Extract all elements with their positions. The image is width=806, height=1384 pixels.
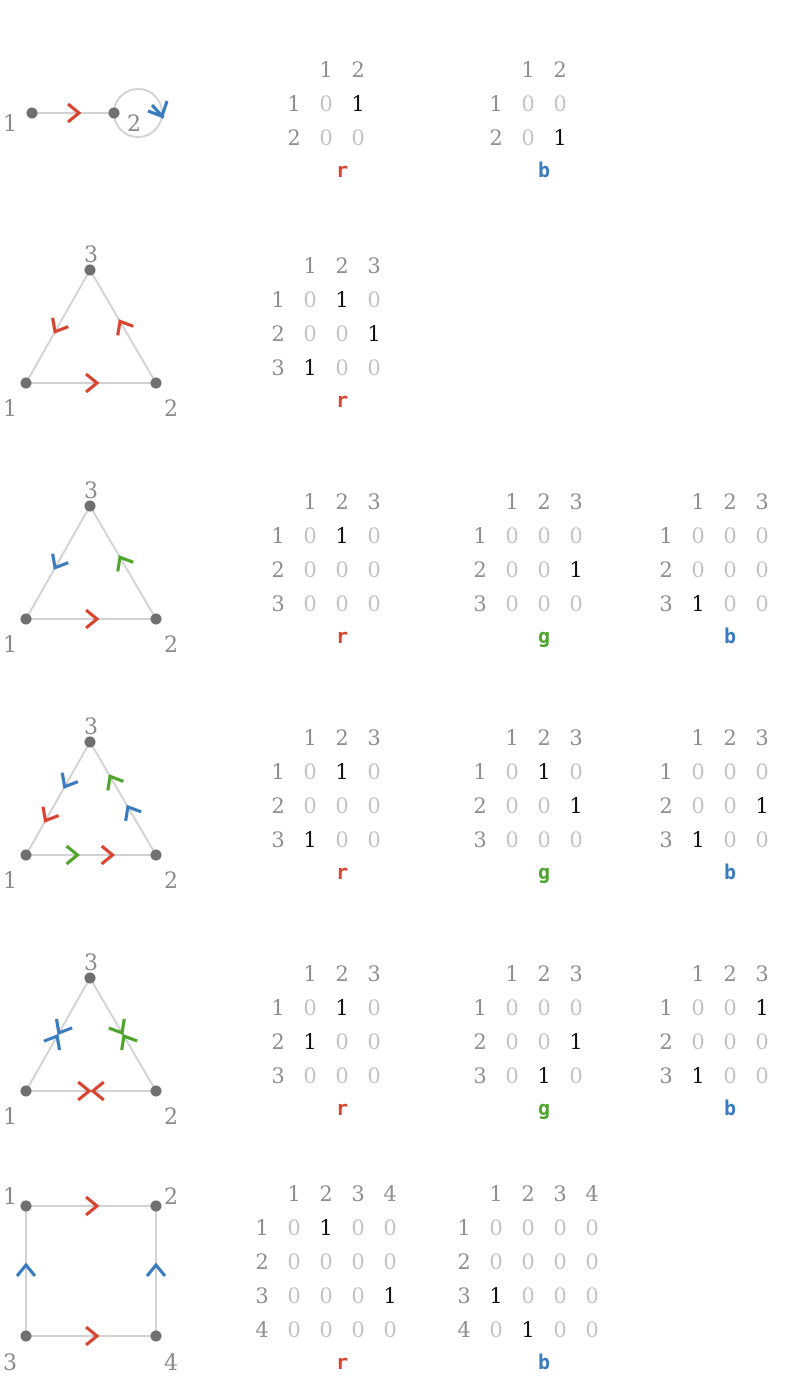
matrix-col-header: 3: [569, 726, 583, 750]
matrix-col-header: 3: [755, 490, 769, 514]
matrix-cell: 0: [367, 794, 381, 818]
edge: [26, 506, 90, 619]
matrix-name-label: g: [537, 624, 551, 648]
matrix-row-header: 1: [659, 760, 673, 784]
matrix-cell: 0: [521, 126, 535, 150]
matrix-name-label: r: [335, 1096, 349, 1120]
matrix-row-header: 1: [271, 524, 285, 548]
matrix-row-header: 2: [659, 1030, 673, 1054]
matrix-cell: 0: [303, 794, 317, 818]
matrix-cell: 0: [367, 1030, 381, 1054]
matrix-row-header: 2: [287, 126, 301, 150]
matrix-cell: 0: [303, 322, 317, 346]
matrix-row-header: 3: [659, 592, 673, 616]
matrix-row-header: 1: [473, 996, 487, 1020]
node-dot: [21, 614, 32, 625]
matrix-name-label: b: [723, 624, 737, 648]
matrix-cell: 1: [569, 1030, 583, 1054]
node-label: 1: [3, 1185, 17, 1210]
matrix-row-header: 1: [287, 92, 301, 116]
matrix-cell: 1: [367, 322, 381, 346]
matrix-r: [271, 490, 380, 648]
matrix-cell: 0: [691, 524, 705, 548]
matrix-cell: 0: [367, 592, 381, 616]
matrix-cell: 0: [351, 1284, 365, 1308]
matrix-cell: 1: [303, 356, 317, 380]
matrix-cell: 0: [521, 1250, 535, 1274]
matrix-name-label: b: [723, 860, 737, 884]
matrix-row-header: 2: [271, 322, 285, 346]
matrix-row-header: 1: [271, 996, 285, 1020]
node-dot: [151, 378, 162, 389]
matrix-col-header: 4: [585, 1182, 599, 1206]
matrix-cell: 0: [287, 1216, 301, 1240]
matrix-cell: 0: [351, 1250, 365, 1274]
matrix-row-header: 2: [489, 126, 503, 150]
matrix-r: [271, 254, 380, 412]
matrix-cell: 0: [319, 126, 333, 150]
matrix-cell: 1: [335, 524, 349, 548]
edge-arrow: [56, 1019, 72, 1033]
matrix-cell: 0: [383, 1318, 397, 1342]
node-label: 3: [84, 951, 98, 976]
node-label: 2: [127, 112, 141, 137]
node-label: 2: [164, 633, 178, 658]
matrix-cell: 0: [489, 1216, 503, 1240]
matrix-cell: 0: [367, 828, 381, 852]
edge: [90, 506, 156, 619]
matrix-cell: 0: [585, 1250, 599, 1274]
matrix-row-header: 2: [271, 558, 285, 582]
matrix-col-header: 1: [691, 490, 705, 514]
edge-arrow: [108, 776, 124, 790]
matrix-cell: 0: [723, 524, 737, 548]
matrix-cell: 0: [489, 1250, 503, 1274]
matrix-cell: 1: [537, 1064, 551, 1088]
matrix-cell: 0: [755, 558, 769, 582]
matrix-cell: 0: [537, 524, 551, 548]
matrix-row-header: 3: [473, 592, 487, 616]
node-dot: [21, 1331, 32, 1342]
matrix-b: [659, 962, 768, 1120]
matrix-col-header: 2: [335, 490, 349, 514]
matrix-col-header: 2: [335, 254, 349, 278]
graph-6: [3, 1185, 178, 1376]
matrix-cell: 1: [489, 1284, 503, 1308]
matrix-cell: 1: [755, 996, 769, 1020]
matrix-row-header: 3: [271, 592, 285, 616]
matrix-cell: 0: [755, 1064, 769, 1088]
matrix-cell: 0: [335, 592, 349, 616]
matrix-cell: 0: [335, 558, 349, 582]
matrix-cell: 0: [489, 1318, 503, 1342]
matrix-cell: 0: [367, 558, 381, 582]
matrix-row-header: 3: [659, 1064, 673, 1088]
matrix-row-header: 4: [457, 1318, 471, 1342]
matrix-cell: 0: [553, 1318, 567, 1342]
matrix-name-label: r: [335, 158, 349, 182]
matrix-name-label: g: [537, 860, 551, 884]
matrix-row-header: 1: [659, 524, 673, 548]
node-label: 1: [3, 112, 17, 137]
matrix-cell: 0: [569, 760, 583, 784]
matrix-cell: 0: [553, 1284, 567, 1308]
matrix-cell: 0: [723, 828, 737, 852]
matrix-col-header: 2: [335, 726, 349, 750]
matrix-col-header: 1: [691, 962, 705, 986]
matrix-col-header: 2: [319, 1182, 333, 1206]
matrix-col-header: 3: [367, 254, 381, 278]
edge-arrow: [53, 318, 69, 332]
matrix-col-header: 2: [723, 726, 737, 750]
matrix-cell: 0: [303, 1064, 317, 1088]
node-dot: [21, 1201, 32, 1212]
matrix-cell: 0: [553, 1250, 567, 1274]
matrix-col-header: 2: [521, 1182, 535, 1206]
matrix-row-header: 1: [271, 760, 285, 784]
edge-arrow: [109, 1019, 125, 1033]
matrix-col-header: 1: [521, 58, 535, 82]
matrix-cell: 0: [537, 558, 551, 582]
matrix-cell: 0: [367, 996, 381, 1020]
matrix-col-header: 3: [367, 962, 381, 986]
matrix-row-header: 1: [255, 1216, 269, 1240]
matrix-row-header: 1: [473, 524, 487, 548]
edge-arrow: [53, 554, 69, 568]
matrix-col-header: 3: [553, 1182, 567, 1206]
matrix-name-label: r: [335, 388, 349, 412]
matrix-cell: 0: [303, 524, 317, 548]
node-label: 1: [3, 397, 17, 422]
matrix-col-header: 1: [505, 962, 519, 986]
matrix-cell: 0: [585, 1216, 599, 1240]
matrix-cell: 0: [521, 1284, 535, 1308]
matrix-col-header: 2: [537, 490, 551, 514]
matrix-row-header: 3: [271, 1064, 285, 1088]
node-label: 1: [3, 633, 17, 658]
matrix-cell: 0: [367, 288, 381, 312]
matrix-cell: 0: [335, 1064, 349, 1088]
matrix-col-header: 1: [303, 254, 317, 278]
matrix-cell: 1: [755, 794, 769, 818]
node-dot: [151, 850, 162, 861]
matrix-col-header: 2: [351, 58, 365, 82]
matrix-cell: 0: [505, 996, 519, 1020]
matrix-col-header: 3: [367, 490, 381, 514]
matrix-cell: 0: [351, 1216, 365, 1240]
matrix-col-header: 1: [287, 1182, 301, 1206]
matrix-name-label: r: [335, 860, 349, 884]
matrix-cell: 0: [303, 996, 317, 1020]
matrix-row-header: 2: [473, 794, 487, 818]
edge-arrow: [43, 807, 59, 821]
matrix-cell: 0: [505, 558, 519, 582]
matrix-cell: 0: [367, 760, 381, 784]
matrix-cell: 0: [723, 1064, 737, 1088]
node-dot: [27, 108, 38, 119]
matrix-row-header: 1: [271, 288, 285, 312]
matrix-cell: 0: [723, 1030, 737, 1054]
matrix-cell: 0: [691, 760, 705, 784]
matrix-row-header: 1: [489, 92, 503, 116]
matrix-cell: 1: [319, 1216, 333, 1240]
edge-arrow: [118, 321, 134, 335]
matrix-row-header: 3: [659, 828, 673, 852]
matrix-cell: 0: [383, 1250, 397, 1274]
matrix-cell: 0: [319, 1250, 333, 1274]
matrix-cell: 0: [569, 524, 583, 548]
matrix-b: [489, 58, 566, 182]
matrix-name-label: b: [537, 1350, 551, 1374]
matrix-row-header: 3: [473, 828, 487, 852]
matrix-cell: 0: [569, 996, 583, 1020]
matrix-cell: 0: [335, 322, 349, 346]
matrix-cell: 0: [351, 1318, 365, 1342]
node-dot: [151, 1086, 162, 1097]
matrix-row-header: 3: [271, 356, 285, 380]
matrix-col-header: 1: [489, 1182, 503, 1206]
matrix-row-header: 2: [659, 558, 673, 582]
matrix-cell: 0: [537, 794, 551, 818]
matrix-col-header: 1: [505, 490, 519, 514]
matrix-cell: 1: [383, 1284, 397, 1308]
matrix-cell: 0: [367, 356, 381, 380]
matrix-cell: 0: [755, 760, 769, 784]
matrix-cell: 0: [569, 592, 583, 616]
matrix-name-label: b: [537, 158, 551, 182]
graph-2: [3, 243, 178, 422]
matrix-col-header: 3: [569, 490, 583, 514]
matrix-cell: 0: [335, 794, 349, 818]
node-label: 3: [84, 243, 98, 268]
graph-1: [3, 89, 167, 137]
matrix-cell: 0: [537, 828, 551, 852]
matrix-row-header: 3: [271, 828, 285, 852]
matrix-cell: 0: [755, 1030, 769, 1054]
matrix-cell: 0: [553, 1216, 567, 1240]
matrix-col-header: 1: [319, 58, 333, 82]
node-dot: [21, 850, 32, 861]
matrix-cell: 0: [723, 558, 737, 582]
matrix-col-header: 2: [553, 58, 567, 82]
matrix-cell: 0: [691, 1030, 705, 1054]
matrix-r: [287, 58, 364, 182]
matrix-row-header: 3: [473, 1064, 487, 1088]
matrix-cell: 1: [537, 760, 551, 784]
matrix-cell: 0: [303, 760, 317, 784]
matrix-cell: 0: [755, 828, 769, 852]
graph-4: [3, 715, 178, 894]
matrix-cell: 0: [505, 592, 519, 616]
matrix-col-header: 1: [303, 962, 317, 986]
edge: [26, 270, 90, 383]
matrix-cell: 0: [537, 996, 551, 1020]
matrix-cell: 0: [335, 356, 349, 380]
edge-arrow: [126, 807, 142, 821]
matrix-col-header: 4: [383, 1182, 397, 1206]
matrix-row-header: 1: [473, 760, 487, 784]
matrix-cell: 1: [569, 558, 583, 582]
node-label: 2: [164, 1185, 178, 1210]
node-dot: [151, 1331, 162, 1342]
matrix-cell: 0: [319, 1318, 333, 1342]
matrix-cell: 0: [505, 1064, 519, 1088]
matrix-cell: 0: [287, 1284, 301, 1308]
matrix-b: [659, 726, 768, 884]
matrix-cell: 0: [319, 1284, 333, 1308]
matrix-col-header: 3: [569, 962, 583, 986]
node-label: 3: [3, 1351, 17, 1376]
matrix-col-header: 2: [537, 962, 551, 986]
edge-arrow: [118, 557, 134, 571]
matrix-name-label: b: [723, 1096, 737, 1120]
matrix-cell: 0: [691, 794, 705, 818]
matrix-cell: 0: [505, 794, 519, 818]
matrix-cell: 1: [335, 760, 349, 784]
matrix-cell: 0: [505, 760, 519, 784]
graph-3: [3, 479, 178, 658]
node-label: 2: [164, 1105, 178, 1130]
matrix-col-header: 2: [537, 726, 551, 750]
matrix-r: [271, 726, 380, 884]
matrix-cell: 0: [383, 1216, 397, 1240]
matrix-col-header: 2: [723, 962, 737, 986]
matrix-cell: 0: [335, 1030, 349, 1054]
matrix-cell: 0: [537, 1030, 551, 1054]
matrix-name-label: r: [335, 1350, 349, 1374]
matrix-cell: 1: [303, 828, 317, 852]
matrix-cell: 0: [755, 524, 769, 548]
matrix-cell: 0: [303, 558, 317, 582]
matrix-cell: 0: [569, 828, 583, 852]
graph-5: [3, 951, 178, 1130]
matrix-cell: 0: [585, 1284, 599, 1308]
matrix-cell: 0: [537, 592, 551, 616]
matrix-cell: 0: [521, 92, 535, 116]
node-label: 3: [84, 479, 98, 504]
node-label: 1: [3, 1105, 17, 1130]
matrix-cell: 1: [691, 1064, 705, 1088]
node-dot: [21, 378, 32, 389]
matrix-cell: 0: [367, 524, 381, 548]
edge-arrow: [62, 773, 78, 787]
matrix-cell: 1: [691, 592, 705, 616]
node-dot: [151, 614, 162, 625]
matrix-row-header: 2: [271, 1030, 285, 1054]
matrix-r: [255, 1182, 396, 1374]
node-label: 3: [84, 715, 98, 740]
matrix-row-header: 1: [457, 1216, 471, 1240]
matrix-cell: 0: [723, 760, 737, 784]
matrix-cell: 0: [723, 592, 737, 616]
matrix-cell: 1: [335, 996, 349, 1020]
node-dot: [21, 1086, 32, 1097]
matrix-col-header: 1: [303, 726, 317, 750]
matrix-cell: 1: [691, 828, 705, 852]
matrix-col-header: 1: [691, 726, 705, 750]
matrix-cell: 0: [723, 996, 737, 1020]
matrix-b: [659, 490, 768, 648]
matrix-row-header: 2: [473, 558, 487, 582]
matrix-cell: 0: [691, 558, 705, 582]
matrix-cell: 0: [303, 592, 317, 616]
matrix-cell: 0: [723, 794, 737, 818]
node-label: 4: [164, 1351, 178, 1376]
matrix-g: [473, 962, 582, 1120]
matrix-cell: 1: [303, 1030, 317, 1054]
matrix-row-header: 2: [473, 1030, 487, 1054]
matrix-cell: 0: [303, 288, 317, 312]
matrix-cell: 1: [335, 288, 349, 312]
matrix-name-label: g: [537, 1096, 551, 1120]
matrix-cell: 0: [521, 1216, 535, 1240]
matrix-cell: 1: [521, 1318, 535, 1342]
matrix-cell: 0: [287, 1250, 301, 1274]
edge: [26, 742, 90, 855]
edge: [90, 270, 156, 383]
matrix-cell: 1: [553, 126, 567, 150]
matrix-cell: 0: [569, 1064, 583, 1088]
matrix-cell: 0: [505, 524, 519, 548]
matrix-cell: 1: [569, 794, 583, 818]
edge: [90, 742, 156, 855]
edge-arrow: [44, 1036, 60, 1050]
node-dot: [151, 1201, 162, 1212]
matrix-cell: 0: [319, 92, 333, 116]
matrix-cell: 0: [755, 592, 769, 616]
matrix-row-header: 2: [271, 794, 285, 818]
matrix-row-header: 2: [255, 1250, 269, 1274]
node-label: 2: [164, 869, 178, 894]
matrix-row-header: 2: [659, 794, 673, 818]
matrix-col-header: 3: [755, 726, 769, 750]
matrix-b: [457, 1182, 598, 1374]
matrix-row-header: 3: [255, 1284, 269, 1308]
matrix-row-header: 4: [255, 1318, 269, 1342]
matrix-g: [473, 490, 582, 648]
node-label: 1: [3, 869, 17, 894]
matrix-row-header: 1: [659, 996, 673, 1020]
edge-arrow: [122, 1036, 138, 1050]
matrix-name-label: r: [335, 624, 349, 648]
matrix-cell: 1: [351, 92, 365, 116]
matrix-g: [473, 726, 582, 884]
matrix-cell: 0: [351, 126, 365, 150]
matrix-cell: 0: [691, 996, 705, 1020]
node-dot: [109, 108, 120, 119]
matrix-cell: 0: [505, 828, 519, 852]
matrix-col-header: 2: [723, 490, 737, 514]
matrix-cell: 0: [505, 1030, 519, 1054]
matrix-col-header: 2: [335, 962, 349, 986]
matrix-row-header: 3: [457, 1284, 471, 1308]
matrix-col-header: 3: [351, 1182, 365, 1206]
matrix-row-header: 2: [457, 1250, 471, 1274]
matrix-col-header: 3: [367, 726, 381, 750]
matrix-col-header: 1: [505, 726, 519, 750]
matrix-cell: 0: [335, 828, 349, 852]
matrix-cell: 0: [585, 1318, 599, 1342]
matrix-col-header: 3: [755, 962, 769, 986]
matrix-cell: 0: [287, 1318, 301, 1342]
matrix-cell: 0: [367, 1064, 381, 1088]
matrix-col-header: 1: [303, 490, 317, 514]
matrix-cell: 0: [553, 92, 567, 116]
node-label: 2: [164, 397, 178, 422]
matrix-r: [271, 962, 380, 1120]
